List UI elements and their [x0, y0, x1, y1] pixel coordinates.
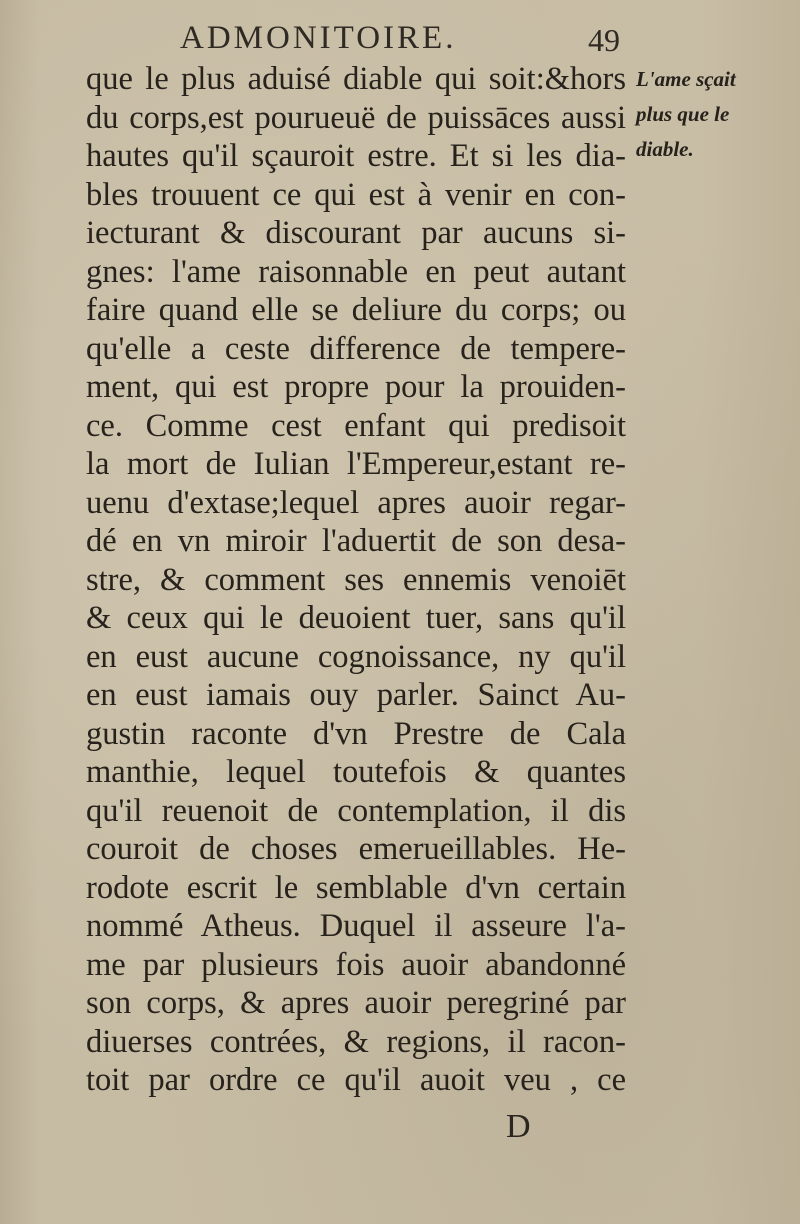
text-line: du corps,est pourueuë de puissāces aussi: [86, 99, 626, 136]
text-line: nommé Atheus. Duquel il asseure l'a-: [86, 908, 626, 944]
margin-note-line: diable.: [636, 137, 694, 161]
text-line: qu'elle a ceste difference de tempere-: [86, 330, 626, 367]
body-text: [86, 60, 626, 1100]
text-line: couroit de choses emerueillables. He-: [86, 831, 626, 867]
text-line: iecturant & discourant par aucuns si-: [86, 215, 626, 251]
text-line: faire quand elle se deliure du corps; ou: [86, 292, 626, 328]
text-line: diuerses contrées, & regions, il racon-: [86, 1023, 626, 1060]
text-line: en eust aucune cognoissance, ny qu'il: [86, 638, 626, 675]
text-line: dé en vn miroir l'aduertit de son desa-: [86, 523, 626, 559]
margin-note-line: plus que le: [636, 102, 730, 126]
text-line: ce. Comme cest enfant qui predisoit: [86, 407, 626, 444]
page-header: [180, 16, 640, 62]
text-line: stre, & comment ses ennemis venoiēt: [86, 561, 626, 598]
text-line: rodote escrit le semblable d'vn certain: [86, 869, 626, 906]
text-line: que le plus aduisé diable qui soit:&hors: [86, 61, 626, 97]
text-line: bles trouuent ce qui est à venir en con-: [86, 176, 626, 213]
margin-note-line: L'ame sçait: [636, 67, 736, 91]
text-line: hautes qu'il sçauroit estre. Et si les dia-: [86, 138, 626, 174]
margin-note: [636, 62, 766, 167]
running-title: ADMONITOIRE.: [180, 20, 457, 56]
text-line: manthie, lequel toutefois & quantes: [86, 754, 626, 790]
text-line: qu'il reuenoit de contemplation, il dis: [86, 792, 626, 829]
text-line: me par plusieurs fois auoir abandonné: [86, 946, 626, 983]
text-line: uenu d'extase;lequel apres auoir regar-: [86, 484, 626, 521]
text-line: la mort de Iulian l'Empereur,estant re-: [86, 446, 626, 482]
text-line: en eust iamais ouy parler. Sainct Au-: [86, 677, 626, 713]
text-line: ment, qui est propre pour la prouiden-: [86, 369, 626, 405]
text-line: gnes: l'ame raisonnable en peut autant: [86, 253, 626, 290]
text-line: gustin raconte d'vn Prestre de Cala: [86, 715, 626, 752]
text-line: son corps, & apres auoir peregriné par: [86, 985, 626, 1021]
text-line: & ceux qui le deuoient tuer, sans qu'il: [86, 600, 626, 636]
text-line: toit par ordre ce qu'il auoit veu , ce: [86, 1062, 626, 1098]
signature-mark: D: [506, 1108, 531, 1145]
page-number: 49: [588, 22, 620, 58]
